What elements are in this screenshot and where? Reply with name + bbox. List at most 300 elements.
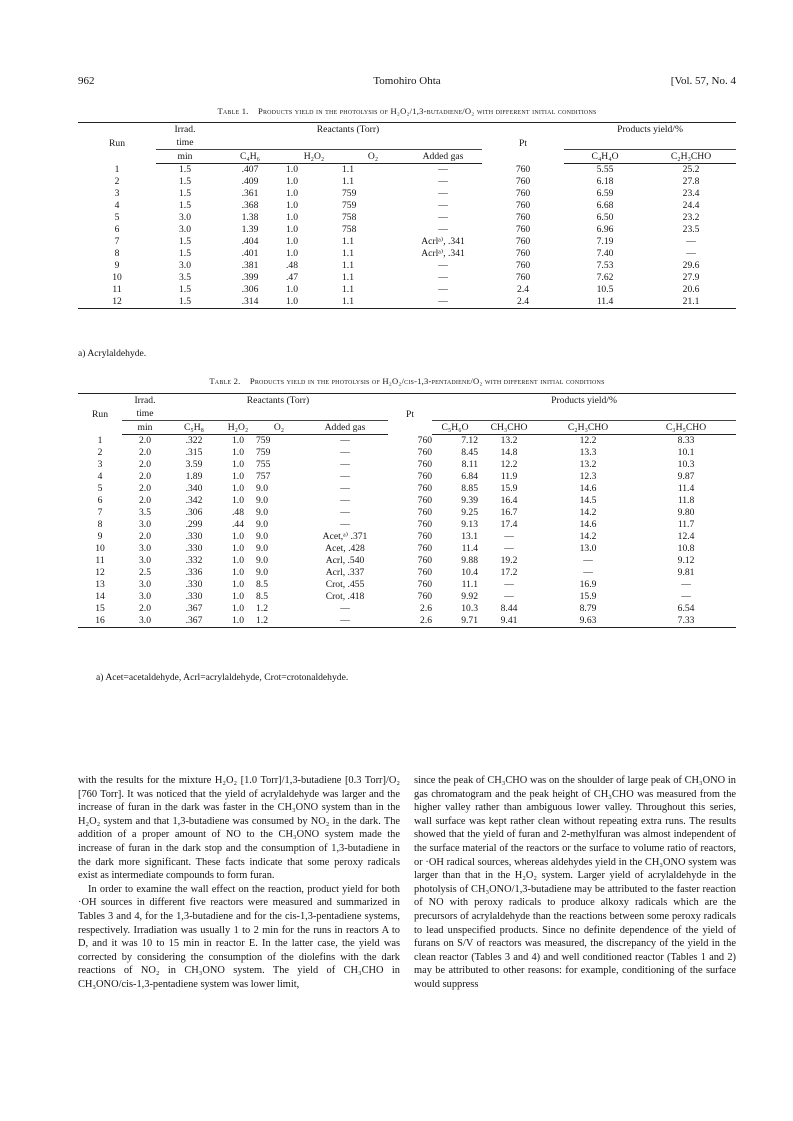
- table1-header-c2h3cho: C₂H₃CHO: [646, 150, 736, 164]
- table-cell: 8.85: [461, 483, 479, 494]
- table-cell: 14.2: [579, 507, 597, 518]
- table-row: [78, 615, 736, 628]
- table-cell: 9.0: [256, 567, 268, 578]
- table2-header-added-gas: Added gas: [302, 421, 388, 435]
- table2-header-c5h8: C₅H₈: [168, 421, 220, 435]
- table-cell: 10.4: [461, 567, 479, 578]
- table2-header-c2h3cho: C₂H₃CHO: [540, 421, 636, 435]
- table-cell: 9.0: [256, 483, 268, 494]
- table-cell: 3: [114, 188, 120, 199]
- table-cell: 9.0: [256, 555, 268, 566]
- table2-header-min: min: [122, 421, 168, 435]
- table-cell: Acet,ᵃ⁾ .371: [322, 531, 368, 542]
- table-cell: 3.0: [139, 519, 151, 530]
- table-cell: 1.0: [220, 615, 256, 628]
- table-cell: 1.0: [232, 579, 244, 590]
- table-cell: 3.0: [179, 212, 191, 223]
- table-cell: —: [340, 435, 350, 446]
- table-cell: .330: [185, 591, 203, 602]
- body-column-left: [78, 774, 400, 992]
- table-cell: .314: [214, 296, 286, 309]
- table-cell: 11.9: [500, 471, 518, 482]
- table-cell: 27.8: [682, 176, 700, 187]
- table1-header-run: Run: [78, 123, 156, 164]
- table-cell: —: [340, 471, 350, 482]
- table-cell: 6: [97, 495, 103, 506]
- table-cell: 19.2: [500, 555, 518, 566]
- table1-header-c4h4o: C₄H₄O: [564, 150, 646, 164]
- table2-body: [78, 435, 736, 628]
- table-row: [78, 603, 736, 615]
- table-cell: 3.0: [122, 615, 168, 628]
- table-cell: .48: [286, 260, 298, 271]
- table-cell: 11.8: [677, 495, 695, 506]
- table-cell: 7.33: [636, 615, 736, 628]
- table-cell: 760: [417, 483, 433, 494]
- table-cell: 13.2: [500, 435, 518, 446]
- table-cell: 760: [515, 176, 531, 187]
- table-cell: 7: [114, 236, 120, 247]
- table-cell: Acrl, .337: [325, 567, 365, 578]
- table-cell: —: [404, 296, 482, 309]
- table-cell: 9.0: [256, 531, 268, 542]
- table-cell: 29.6: [682, 260, 700, 271]
- table-cell: —: [504, 531, 514, 542]
- table-cell: 10.5: [596, 284, 614, 295]
- table-cell: 9.88: [461, 555, 479, 566]
- table-cell: —: [504, 543, 514, 554]
- table-cell: .367: [168, 615, 220, 628]
- table-cell: 8: [97, 519, 103, 530]
- table-cell: 1.0: [232, 543, 244, 554]
- table-cell: 1.1: [342, 248, 354, 259]
- table2-header-time: time: [122, 407, 168, 421]
- table-cell: 3.0: [179, 224, 191, 235]
- table-cell: 1.0: [286, 164, 298, 175]
- table-cell: —: [340, 495, 350, 506]
- table2: [78, 393, 736, 628]
- table-row: [78, 164, 736, 177]
- table-cell: Acet, .428: [325, 543, 365, 554]
- table-cell: 1.0: [232, 435, 244, 446]
- table-cell: 13.2: [579, 459, 597, 470]
- table-cell: 760: [417, 531, 433, 542]
- table1-header-time: time: [156, 136, 214, 150]
- table-cell: —: [340, 507, 350, 518]
- table-cell: 7.40: [596, 248, 614, 259]
- table-cell: 6.84: [461, 471, 479, 482]
- table-cell: 1.0: [286, 224, 298, 235]
- table1-caption-text: Products yield in the photolysis of H₂O₂/1,3-butadiene/O₂ with different initial conditions: [257, 106, 597, 116]
- table-cell: 5: [114, 212, 120, 223]
- table-cell: 1.0: [232, 531, 244, 542]
- table-cell: 15: [95, 603, 105, 614]
- table-cell: 13.1: [461, 531, 479, 542]
- table-cell: 10.8: [677, 543, 695, 554]
- table-cell: 7.53: [596, 260, 614, 271]
- table-cell: .44: [232, 519, 244, 530]
- table-cell: 1.0: [232, 555, 244, 566]
- table-cell: 2.0: [139, 483, 151, 494]
- table-cell: 1.0: [286, 176, 298, 187]
- table-cell: 9.25: [461, 507, 479, 518]
- table-cell: 7.62: [596, 272, 614, 283]
- table-cell: 9.0: [256, 543, 268, 554]
- table-cell: 1.0: [232, 603, 244, 614]
- table-cell: 760: [515, 188, 531, 199]
- table-cell: 1.5: [156, 296, 214, 309]
- table-cell: 11: [112, 284, 122, 295]
- table-cell: 3.0: [139, 591, 151, 602]
- table-row: [78, 555, 736, 567]
- table-cell: 1.0: [232, 495, 244, 506]
- table-cell: 2.4: [517, 284, 530, 295]
- table-cell: 760: [515, 248, 531, 259]
- table-cell: 25.2: [682, 164, 700, 175]
- table-cell: 8: [114, 248, 120, 259]
- table-cell: 760: [417, 459, 433, 470]
- table-cell: 2.0: [139, 495, 151, 506]
- table-cell: 9.12: [677, 555, 695, 566]
- table-cell: .367: [185, 603, 203, 614]
- table-cell: 10.3: [461, 603, 479, 614]
- table-cell: .47: [286, 272, 298, 283]
- table1-footnote: a) Acrylaldehyde.: [78, 348, 147, 359]
- table-cell: —: [438, 260, 448, 271]
- table-cell: 760: [417, 579, 433, 590]
- table-cell: —: [438, 164, 448, 175]
- table-cell: 11.1: [461, 579, 479, 590]
- table-cell: 8.5: [256, 579, 268, 590]
- table-cell: 1.1: [342, 284, 354, 295]
- table-cell: 9.80: [677, 507, 695, 518]
- table-cell: 12: [78, 296, 156, 309]
- table-row: [78, 471, 736, 483]
- table-cell: 9.39: [461, 495, 479, 506]
- table-row: [78, 248, 736, 260]
- table-cell: 6.96: [596, 224, 614, 235]
- table-cell: 759: [342, 188, 357, 199]
- table2-header-c5h6o: C₅H₆O: [432, 421, 478, 435]
- table-cell: 760: [417, 567, 433, 578]
- table-cell: 2.4: [482, 296, 564, 309]
- table-cell: 14.2: [579, 531, 597, 542]
- table-cell: 3.0: [139, 555, 151, 566]
- table-cell: .401: [241, 248, 259, 259]
- table-cell: 10: [95, 543, 105, 554]
- table-cell: 17.4: [500, 519, 518, 530]
- table-cell: 1.0: [286, 284, 298, 295]
- table-cell: 12.3: [579, 471, 597, 482]
- table-cell: 9.71: [432, 615, 478, 628]
- table-cell: 1.0: [232, 471, 244, 482]
- table1-header-products: Products yield/%: [564, 123, 736, 137]
- table-cell: .315: [185, 447, 203, 458]
- table-cell: Acrl, .540: [325, 555, 365, 566]
- table-cell: 1.89: [185, 471, 203, 482]
- table-cell: 755: [256, 459, 271, 470]
- table-cell: 16.7: [500, 507, 518, 518]
- table-cell: 14.6: [579, 483, 597, 494]
- table1-caption: [78, 106, 736, 116]
- table-row: [78, 483, 736, 495]
- table-cell: —: [686, 236, 696, 247]
- table-cell: 21.1: [646, 296, 736, 309]
- table-cell: 9.41: [478, 615, 540, 628]
- table-row: [78, 284, 736, 296]
- table-cell: .340: [185, 483, 203, 494]
- table2-caption-text: Products yield in the photolysis of H₂O₂/cis-1,3-pentadiene/O₂ with different initial conditions: [249, 376, 605, 386]
- running-head-author: Tomohiro Ohta: [373, 75, 441, 87]
- table-cell: 11.4: [564, 296, 646, 309]
- table-cell: —: [438, 188, 448, 199]
- table-cell: 23.4: [682, 188, 700, 199]
- table-cell: 759: [342, 200, 357, 211]
- table-row: [78, 188, 736, 200]
- table-cell: 3.59: [185, 459, 203, 470]
- table2-header-c3h5cho: C₃H₅CHO: [636, 421, 736, 435]
- table-cell: 7.12: [461, 435, 479, 446]
- table-row: [78, 543, 736, 555]
- table-cell: —: [504, 591, 514, 602]
- table-cell: 758: [342, 224, 357, 235]
- table-cell: 2.0: [139, 603, 151, 614]
- table-cell: —: [583, 555, 593, 566]
- table-cell: .299: [185, 519, 203, 530]
- table-cell: 1.38: [241, 212, 259, 223]
- table-cell: 7: [97, 507, 103, 518]
- table2-header-products: Products yield/%: [432, 394, 736, 408]
- table-cell: 12.4: [677, 531, 695, 542]
- table-cell: .48: [232, 507, 244, 518]
- table-cell: 1.0: [286, 296, 342, 309]
- table1-header-c4h6: C₄H₆: [214, 150, 286, 164]
- table-cell: 1.1: [342, 176, 354, 187]
- table-cell: 11.4: [677, 483, 695, 494]
- table-cell: .306: [241, 284, 259, 295]
- table-cell: —: [340, 519, 350, 530]
- table-cell: 2.0: [139, 435, 151, 446]
- table1-header-added-gas: Added gas: [404, 150, 482, 164]
- table-cell: .381: [241, 260, 259, 271]
- table-cell: 1: [97, 434, 103, 446]
- table-cell: —: [340, 483, 350, 494]
- table-row: [78, 531, 736, 543]
- table-cell: .368: [241, 200, 259, 211]
- table-cell: 6.54: [677, 603, 695, 614]
- table-cell: 14.8: [500, 447, 518, 458]
- table-cell: 23.5: [682, 224, 700, 235]
- table-cell: 760: [417, 519, 433, 530]
- table2-header-pt: Pt: [388, 394, 432, 435]
- table-cell: 1.0: [232, 459, 244, 470]
- table1-header-min: min: [156, 150, 214, 164]
- table-cell: —: [681, 579, 691, 590]
- paragraph: since the peak of CH₃CHO was on the shoulder of large peak of CH₃ONO in gas chromatogram and the peak height of CH₃CHO was measured from the higher valley rather than ambiguous lower valley. Throughout this series, wall surface was kept rather clean without repeating extra runs. The results showed that the yield of furan and 2-methylfuran was almost independent of the surface material of the reactors or the surface to volume ratio of reactors, or ·OH radical sources, whereas aldehydes yield in the CH₃ONO system was larger than that in the H₂O₂ system. Larger yield of acrylaldehyde in the photolysis of CH₃ONO/1,3-butadiene may be attributed to the faster reaction of NO with peroxy radicals to produce alkoxy radicals which are the precursors of acrylaldehyde than the reactions between some peroxy radicals to lead unspecified products. Since no definite dependence of the yield of furans on S/V of reactors was measured, the discrepancy of the yield in the clean reactor (Tables 3 and 4) and well conditioned reactor (Tables 1 and 2) may be attributed to other reasons: for example, conditioning of the surface would suppress: [414, 775, 736, 990]
- table-cell: 9.81: [677, 567, 695, 578]
- table2-header-irrad: Irrad.: [122, 394, 168, 408]
- table-cell: 760: [515, 260, 531, 271]
- table-cell: 757: [256, 471, 271, 482]
- table-cell: 7.19: [596, 236, 614, 247]
- table-cell: 2.0: [139, 447, 151, 458]
- table-cell: 760: [515, 224, 531, 235]
- table-cell: 760: [417, 543, 433, 554]
- table-cell: 9.13: [461, 519, 479, 530]
- table-cell: 758: [342, 212, 357, 223]
- table-cell: —: [438, 176, 448, 187]
- table-cell: .336: [185, 567, 203, 578]
- table-row: [78, 212, 736, 224]
- table-cell: 1.0: [232, 483, 244, 494]
- table2-caption: [78, 376, 736, 386]
- table-cell: 13.3: [579, 447, 597, 458]
- table-cell: 1.2: [256, 615, 302, 628]
- table-cell: 1.0: [232, 591, 244, 602]
- table-cell: 15.9: [500, 483, 518, 494]
- table-cell: Acrlᵃ⁾, .341: [421, 248, 465, 259]
- table-cell: 1.5: [179, 236, 191, 247]
- table-cell: —: [438, 224, 448, 235]
- table-cell: 760: [417, 447, 433, 458]
- table-cell: 17.2: [500, 567, 518, 578]
- table2-header-ch3cho: CH₃CHO: [478, 421, 540, 435]
- table-cell: 9.63: [540, 615, 636, 628]
- table-cell: 9.0: [256, 507, 268, 518]
- table-cell: 8.5: [256, 591, 268, 602]
- table-cell: 20.6: [682, 284, 700, 295]
- table-cell: 760: [515, 236, 531, 247]
- table-cell: 2.0: [139, 459, 151, 470]
- table-cell: 1.39: [241, 224, 259, 235]
- table-cell: 12.2: [500, 459, 518, 470]
- table-cell: 1.0: [286, 212, 298, 223]
- table-cell: —: [583, 567, 593, 578]
- table-cell: 3.5: [139, 507, 151, 518]
- table-cell: 1.0: [286, 188, 298, 199]
- table1-header-reactants: Reactants (Torr): [214, 123, 482, 137]
- table-cell: 1.2: [256, 603, 268, 614]
- table-cell: 13: [95, 579, 105, 590]
- table-cell: 11.7: [677, 519, 695, 530]
- table-cell: 760: [417, 555, 433, 566]
- table-cell: 2: [114, 176, 120, 187]
- table-cell: 16: [78, 615, 122, 628]
- table-cell: —: [340, 603, 350, 614]
- body-column-right: [414, 774, 736, 992]
- table-cell: 6.59: [596, 188, 614, 199]
- table-cell: 9.87: [677, 471, 695, 482]
- table-cell: 15.9: [579, 591, 597, 602]
- table-cell: 10.1: [677, 447, 695, 458]
- table-cell: 1.0: [286, 248, 298, 259]
- table-cell: 760: [417, 434, 433, 446]
- table-cell: Crot, .455: [325, 579, 365, 590]
- table-cell: 1.0: [232, 567, 244, 578]
- table1-label: Table 1.: [217, 106, 249, 116]
- table-row: [78, 519, 736, 531]
- table-row: [78, 224, 736, 236]
- table-cell: 3.0: [179, 260, 191, 271]
- table2-header-reactants: Reactants (Torr): [168, 394, 388, 408]
- table-cell: 24.4: [682, 200, 700, 211]
- table-cell: 1.1: [342, 164, 354, 175]
- table-cell: 2.5: [139, 567, 151, 578]
- table-cell: 1.1: [342, 296, 404, 309]
- table-cell: Crot, .418: [325, 591, 365, 602]
- table-cell: 12.2: [579, 435, 597, 446]
- volume-info: [Vol. 57, No. 4: [670, 75, 736, 87]
- table-cell: 1.0: [286, 200, 298, 211]
- table-cell: 1.0: [286, 236, 298, 247]
- table-cell: 13.0: [579, 543, 597, 554]
- table1-body: [78, 164, 736, 309]
- table-row: [78, 495, 736, 507]
- table2-header-run: Run: [78, 394, 122, 435]
- table-cell: —: [438, 212, 448, 223]
- table1-header-o2: O₂: [342, 150, 404, 164]
- table-cell: 14.5: [579, 495, 597, 506]
- table-cell: 1.5: [179, 188, 191, 199]
- table-cell: .322: [185, 435, 203, 446]
- table-cell: 759: [256, 447, 271, 458]
- table-cell: 760: [515, 212, 531, 223]
- table1-header-h2o2: H₂O₂: [286, 150, 342, 164]
- table-cell: 4: [97, 471, 103, 482]
- table-row: [78, 579, 736, 591]
- table1: [78, 122, 736, 309]
- table-cell: —: [340, 459, 350, 470]
- table-cell: —: [681, 591, 691, 602]
- table-cell: 1.5: [179, 200, 191, 211]
- table-cell: 2: [97, 447, 103, 458]
- table-cell: .342: [185, 495, 203, 506]
- table-cell: 3.0: [139, 543, 151, 554]
- table-cell: 10: [112, 272, 122, 283]
- table-cell: —: [438, 272, 448, 283]
- table-cell: 14: [95, 591, 105, 602]
- table-cell: 8.45: [461, 447, 479, 458]
- table-cell: .332: [185, 555, 203, 566]
- table-row: [78, 272, 736, 284]
- table-cell: 5.55: [596, 164, 614, 175]
- table-cell: 9.0: [256, 519, 268, 530]
- table-cell: 1: [114, 163, 120, 175]
- table-cell: 6.50: [596, 212, 614, 223]
- table-cell: 6: [114, 224, 120, 235]
- table-cell: 9: [114, 260, 120, 271]
- table-cell: .330: [185, 579, 203, 590]
- table1-header-pt: Pt: [482, 123, 564, 164]
- table1-header-irrad: Irrad.: [156, 123, 214, 137]
- table-row: [78, 435, 736, 448]
- table-cell: 2.0: [139, 531, 151, 542]
- table-cell: 1.1: [342, 236, 354, 247]
- table-cell: .306: [185, 507, 203, 518]
- table-cell: 23.2: [682, 212, 700, 223]
- table-row: [78, 507, 736, 519]
- table-cell: .330: [185, 531, 203, 542]
- page-number: 962: [78, 75, 95, 87]
- table-cell: Acrlᵃ⁾, .341: [421, 236, 465, 247]
- table-cell: 27.9: [682, 272, 700, 283]
- table-cell: 9.92: [461, 591, 479, 602]
- table-cell: 760: [515, 163, 531, 175]
- table-cell: 6.68: [596, 200, 614, 211]
- table-cell: 16.9: [579, 579, 597, 590]
- table-cell: 1.0: [232, 447, 244, 458]
- table-row: [78, 447, 736, 459]
